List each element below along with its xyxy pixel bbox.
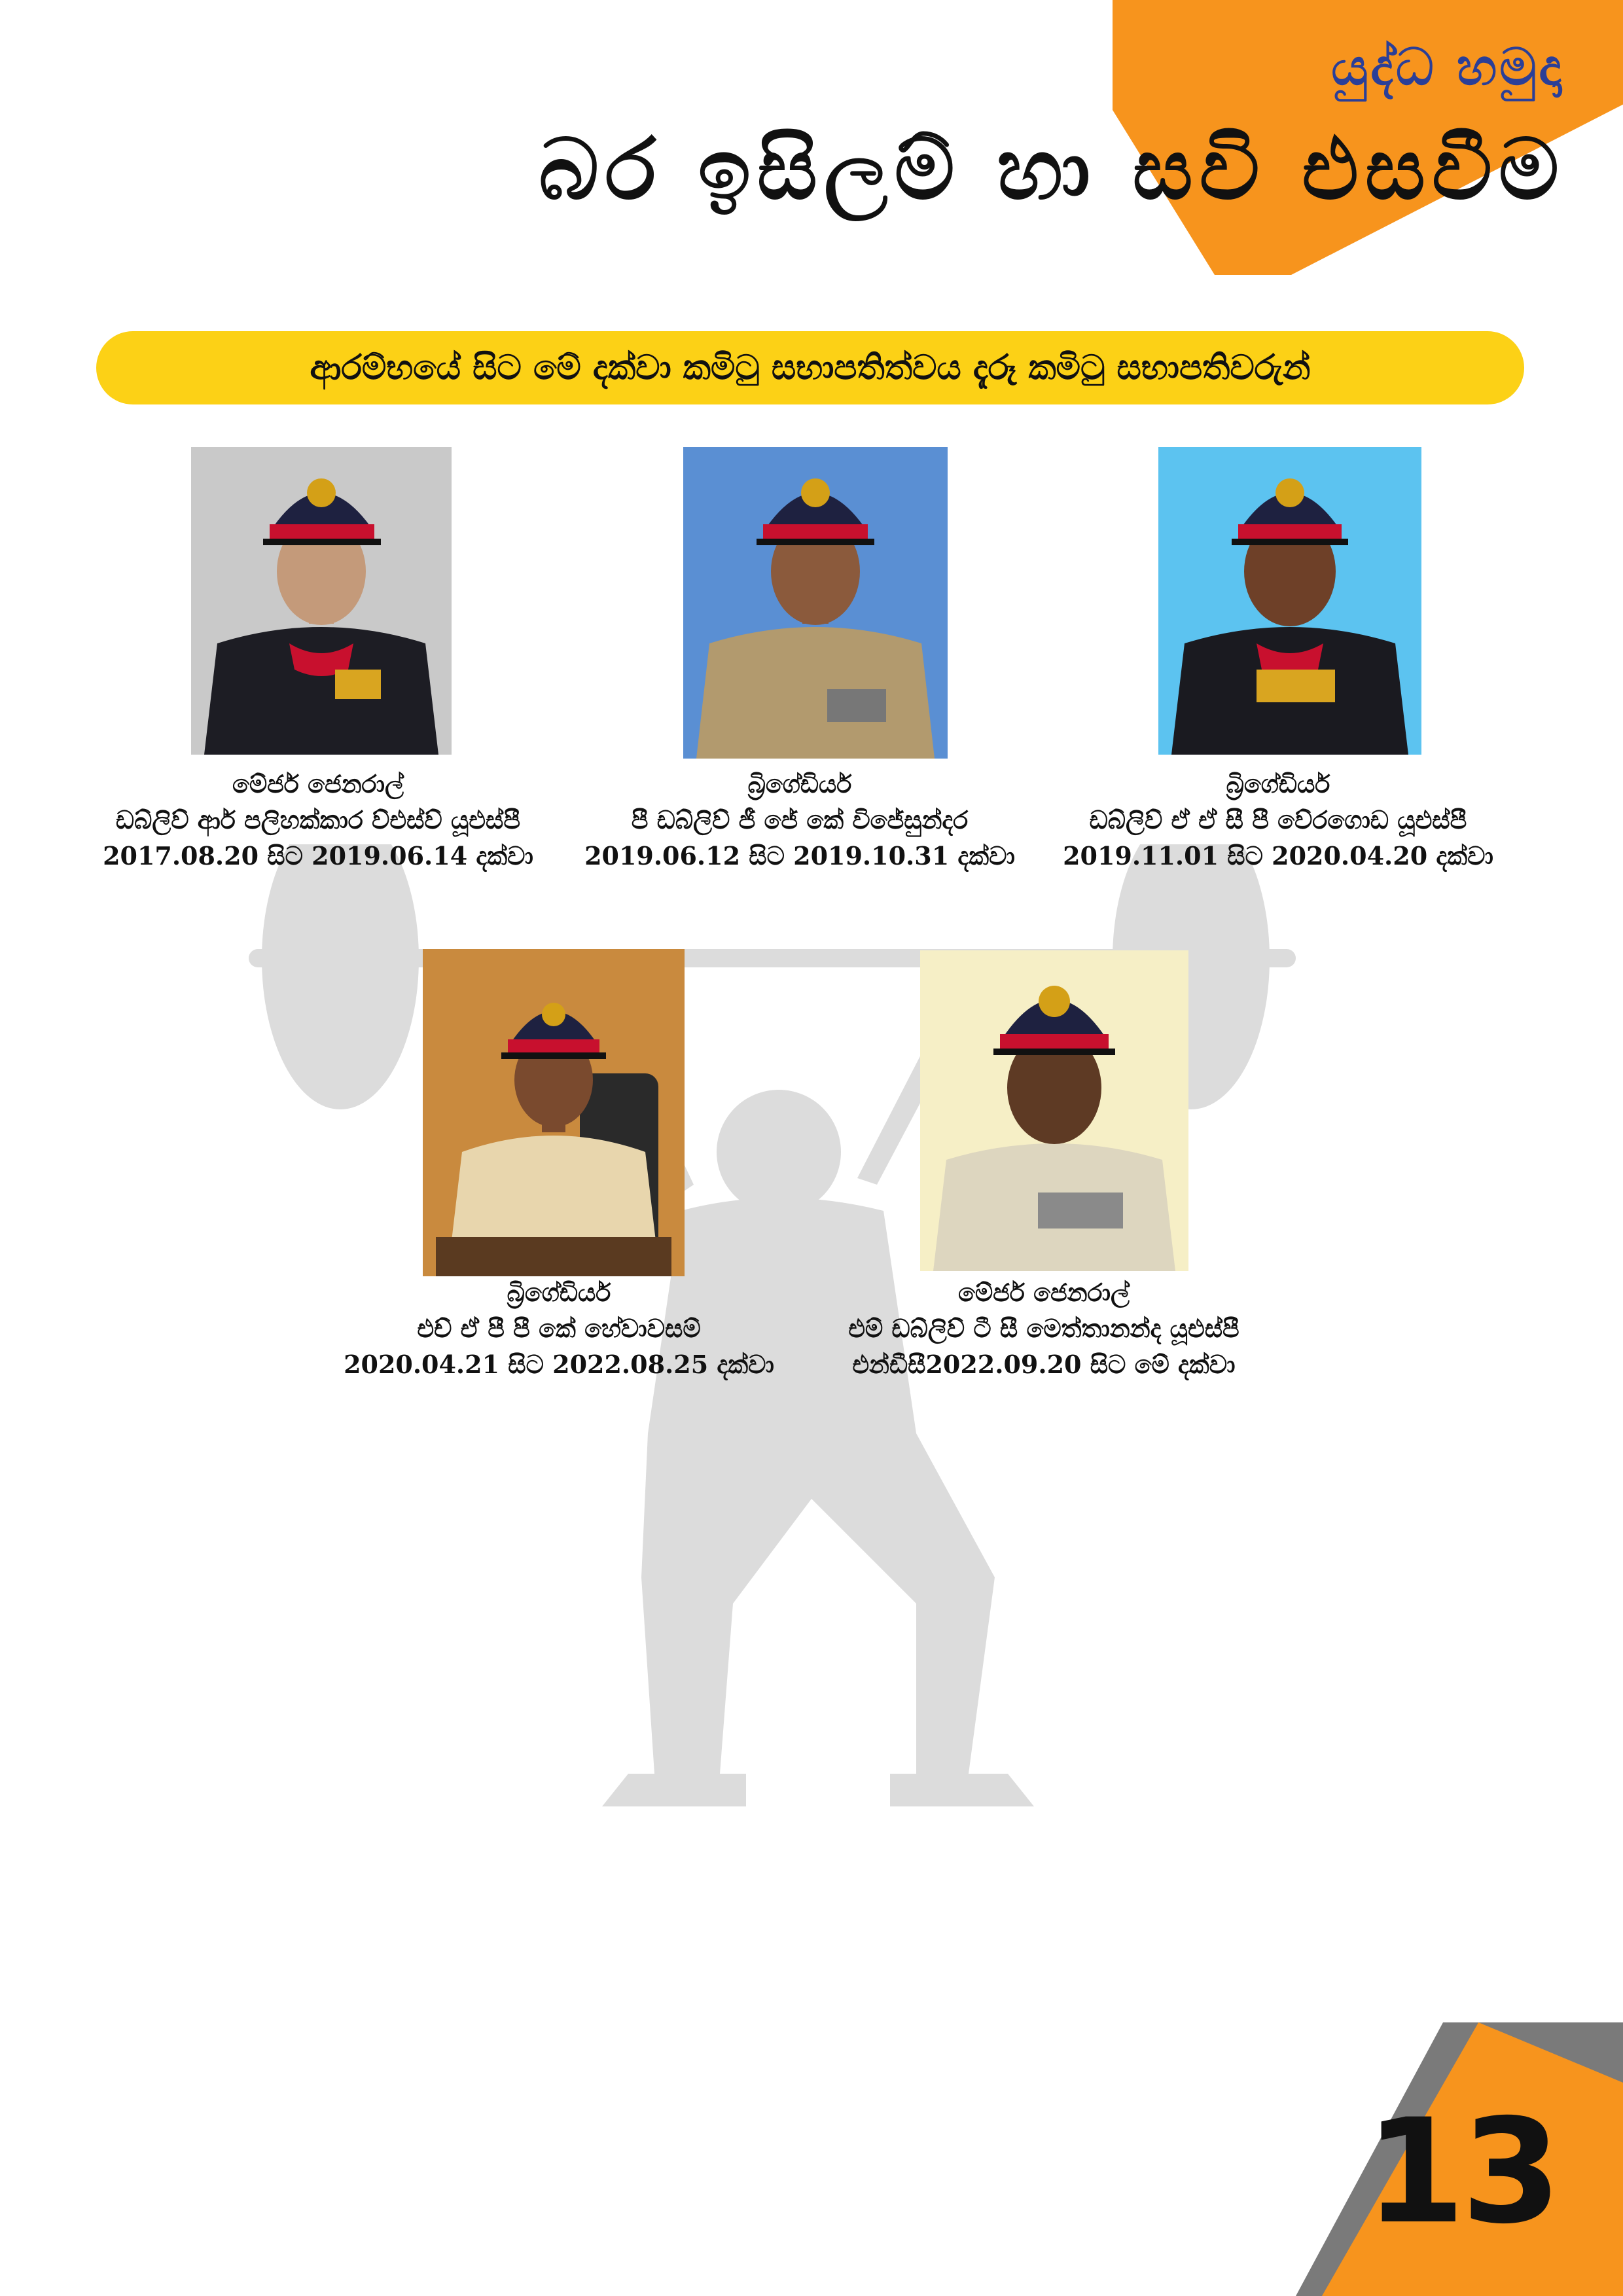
chairman-caption	[69, 766, 567, 874]
chairman-rank: මේජර් ජෙනරාල්	[232, 769, 404, 798]
chairman-rank: බ්‍රිගේඩියර්	[747, 769, 852, 798]
portrait-photo	[683, 447, 948, 759]
chairman-tenure: 2019.11.01 සිට 2020.04.20 දක්වා	[1063, 841, 1493, 870]
chairman-tenure: එන්ඩීසී2022.09.20 සිට මේ දක්වා	[852, 1350, 1236, 1379]
chairman-caption	[310, 1274, 808, 1382]
page-number: 13	[1364, 2088, 1558, 2255]
portrait-photo	[191, 447, 452, 755]
chairman-caption	[795, 1274, 1293, 1382]
chairman-caption	[551, 766, 1048, 874]
page-title: බර ඉසිලම් හා සවි එසවීම	[539, 121, 1565, 219]
chairman-name: පී ඩබ්ලිව් ජී ජේ කේ විජේසුන්දර	[631, 805, 969, 834]
chairman-name: ඩබ්ලිව් ආර් පලිහක්කාර ව්එස්ව් යූඑස්පී	[115, 805, 521, 834]
portrait-photo	[423, 949, 685, 1276]
chairman-tenure: 2019.06.12 සිට 2019.10.31 දක්වා	[584, 841, 1015, 870]
officer-portrait-icon	[683, 447, 948, 759]
portrait-photo	[920, 950, 1188, 1271]
header-kicker: යුද්ධ හමුදා	[1331, 38, 1564, 97]
officer-portrait-icon	[920, 950, 1188, 1271]
section-banner	[96, 331, 1524, 404]
chairman-rank: මේජර් ජෙනරාල්	[957, 1278, 1130, 1307]
chairman-tenure: 2017.08.20 සිට 2019.06.14 දක්වා	[103, 841, 533, 870]
chairman-rank: බ්‍රිගේඩියර්	[507, 1278, 611, 1307]
chairman-rank: බ්‍රිගේඩියර්	[1226, 769, 1330, 798]
banner-title: ආරම්භයේ සිට මේ දක්වා කමිටු සභාපතිත්වය දැරූ කමිටු සභාපතිවරුන්	[310, 348, 1311, 387]
officer-portrait-icon	[423, 949, 685, 1276]
chairman-name: ඩබ්ලිව් ඒ ඒ සී පී වේරගොඩ යූඑස්පී	[1089, 805, 1467, 834]
officer-portrait-icon	[1158, 447, 1421, 755]
chairman-name: එච් ඒ පී පී කේ හේවාවසම්	[417, 1314, 701, 1343]
officer-portrait-icon	[191, 447, 452, 755]
chairman-caption	[1029, 766, 1527, 874]
portrait-photo	[1158, 447, 1421, 755]
chairman-tenure: 2020.04.21 සිට 2022.08.25 දක්වා	[344, 1350, 774, 1379]
chairman-name: එම් ඩබ්ලිව් ටී සී මෙත්තානන්ද යූඑස්පී	[848, 1314, 1240, 1343]
